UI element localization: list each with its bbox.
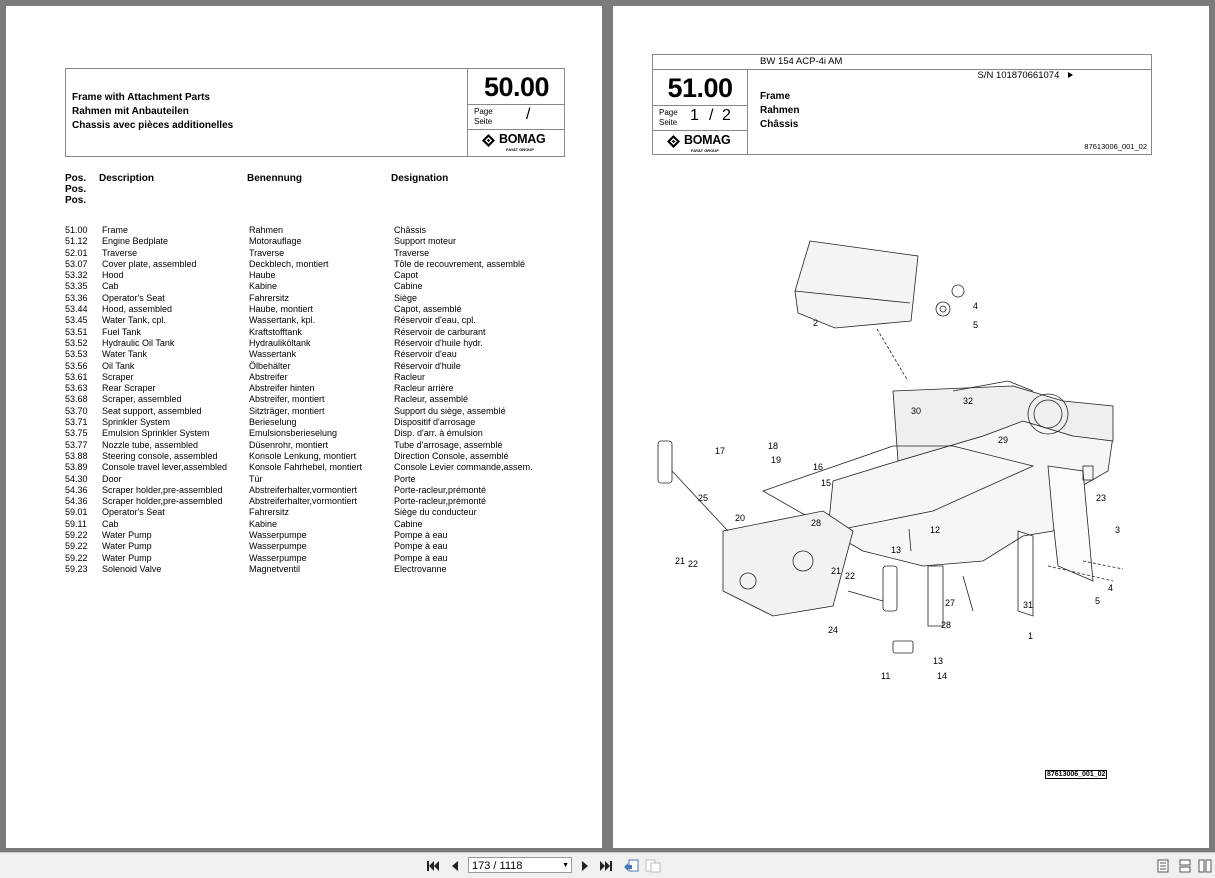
- pos-cell: 53.35: [65, 281, 88, 292]
- next-page-button[interactable]: [577, 858, 593, 874]
- designation-cell: Châssis: [394, 225, 427, 235]
- logo-word: BOMAG: [499, 132, 546, 146]
- description-cell: Rear Scraper: [102, 383, 156, 394]
- col-header-description: Description: [99, 173, 155, 184]
- benennung-cell: Fahrersitz: [249, 507, 290, 518]
- doc-id: 87613006_001_02: [1084, 142, 1147, 151]
- designation-cell: Racleur, assemblé: [394, 394, 469, 405]
- viewer-toolbar: [0, 852, 1215, 878]
- pos-cell: 53.75: [65, 428, 88, 439]
- bomag-logo-icon: [667, 135, 680, 148]
- callout-label: 30: [911, 406, 922, 416]
- description-cell: Seat support, assembled: [102, 405, 202, 416]
- callout-label: 14: [937, 671, 948, 681]
- callout-label: 23: [1096, 493, 1107, 503]
- callout-label: 2: [813, 318, 819, 328]
- designation-cell: Racleur: [394, 371, 426, 382]
- description-cell: Scraper: [102, 371, 134, 382]
- pos-cell: 53.07: [65, 258, 88, 269]
- designation-cell: Pompe à eau: [394, 541, 448, 552]
- designation-cell: Pompe à eau: [394, 530, 448, 541]
- back-view-icon: [623, 859, 639, 873]
- callout-label: 19: [771, 455, 782, 465]
- pos-cell: 54.36: [65, 496, 88, 507]
- pos-cell: 59.22: [65, 530, 88, 541]
- go-forward-view-button[interactable]: [645, 858, 661, 874]
- callout-label: 17: [715, 446, 726, 456]
- benennung-cell: Kabine: [249, 518, 278, 529]
- title-en: Frame: [760, 91, 791, 102]
- two-page-icon: [1198, 859, 1212, 873]
- callout-label: 16: [813, 462, 824, 472]
- bomag-logo-icon: [482, 134, 495, 147]
- chevron-down-icon[interactable]: ▼: [562, 862, 569, 869]
- document-page-left: [6, 6, 602, 848]
- description-cell: Scraper holder,pre-assembled: [102, 496, 223, 507]
- page-number-input[interactable]: 173 / 1118 ▼: [468, 857, 572, 873]
- benennung-cell: Hydrauliköltank: [249, 337, 311, 348]
- description-cell: Traverse: [102, 247, 138, 258]
- pos-cell: 53.70: [65, 405, 88, 416]
- callout-label: 11: [881, 671, 891, 681]
- pos-cell: 53.44: [65, 304, 88, 315]
- description-cell: Solenoid Valve: [102, 563, 162, 574]
- bomag-logo: [482, 133, 558, 153]
- callout-label: 32: [963, 396, 974, 406]
- benennung-cell: Emulsionsberieselung: [249, 428, 338, 439]
- group-title: [72, 91, 233, 133]
- designation-cell: Direction Console, assemblé: [394, 450, 509, 461]
- description-cell: Door: [102, 473, 122, 484]
- figure-header-box: [652, 54, 1152, 155]
- group-number-cell: [653, 69, 748, 155]
- pos-cell: 59.22: [65, 552, 88, 563]
- callout-label: 1: [1028, 631, 1034, 641]
- benennung-cell: Magnetventil: [249, 563, 301, 574]
- continuous-view-button[interactable]: [1177, 858, 1193, 874]
- title-de: Rahmen mit Anbauteilen: [72, 106, 189, 117]
- benennung-cell: Konsole Fahrhebel, montiert: [249, 462, 363, 473]
- callout-label: 22: [845, 571, 856, 581]
- go-back-view-button[interactable]: [623, 858, 639, 874]
- description-cell: Cover plate, assembled: [102, 258, 197, 269]
- designation-cell: Racleur arrière: [394, 383, 454, 394]
- benennung-cell: Fahrersitz: [249, 292, 290, 303]
- two-page-view-button[interactable]: [1197, 858, 1213, 874]
- description-cell: Scraper, assembled: [102, 394, 182, 405]
- benennung-cell: Abstreifer: [249, 371, 288, 382]
- benennung-cell: Abstreiferhalter,vormontiert: [249, 484, 358, 495]
- description-cell: Water Pump: [102, 530, 152, 541]
- single-page-icon: [1157, 859, 1169, 873]
- designation-cell: Console Levier commande,assem.: [394, 462, 533, 473]
- page-value: /: [526, 106, 531, 123]
- callout-label: 5: [973, 320, 979, 330]
- pos-cell: 53.88: [65, 450, 88, 461]
- callout-label: 12: [930, 525, 941, 535]
- benennung-cell: Haube: [249, 270, 276, 281]
- designation-cell: Réservoir d'eau: [394, 349, 457, 360]
- description-cell: Hydraulic Oil Tank: [102, 337, 175, 348]
- title-en: Frame with Attachment Parts: [72, 92, 210, 103]
- benennung-cell: Rahmen: [249, 225, 284, 235]
- designation-cell: Tube d'arrosage, assemblé: [394, 439, 503, 450]
- designation-cell: Tôle de recouvrement, assemblé: [394, 258, 526, 269]
- col-header-pos: Pos. Pos. Pos.: [65, 173, 87, 206]
- benennung-cell: Ölbehälter: [249, 360, 291, 371]
- pos-cell: 59.22: [65, 541, 88, 552]
- description-cell: Water Pump: [102, 552, 152, 563]
- page-current: 1: [690, 107, 699, 124]
- bomag-logo: [667, 134, 743, 154]
- benennung-cell: Motorauflage: [249, 236, 302, 247]
- designation-cell: Electrovanne: [394, 563, 447, 574]
- pos-cell: 53.77: [65, 439, 88, 450]
- description-cell: Steering console, assembled: [102, 450, 218, 461]
- description-cell: Frame: [102, 225, 129, 235]
- description-cell: Hood: [102, 270, 124, 281]
- pos-cell: 54.30: [65, 473, 88, 484]
- pos-cell: 53.51: [65, 326, 88, 337]
- first-page-icon: [426, 860, 440, 872]
- description-cell: Fuel Tank: [102, 326, 141, 337]
- pos-cell: 53.68: [65, 394, 88, 405]
- callout-label: 4: [973, 301, 979, 311]
- description-cell: Engine Bedplate: [102, 236, 169, 247]
- pos-cell: 53.52: [65, 337, 88, 348]
- benennung-cell: Berieselung: [249, 417, 297, 428]
- callout-label: 24: [828, 625, 839, 635]
- designation-cell: Cabine: [394, 518, 423, 529]
- title-fr: Chassis avec pièces additionelles: [72, 120, 234, 131]
- col-header-designation: Designation: [391, 173, 449, 184]
- page-separator: /: [709, 107, 714, 124]
- designation-cell: Support du siège, assemblé: [394, 405, 506, 416]
- pos-cell: 53.89: [65, 462, 88, 473]
- group-number: 50.00: [483, 72, 550, 102]
- callout-label: 15: [821, 478, 832, 488]
- description-cell: Cab: [102, 281, 119, 292]
- frame-exploded-diagram: [653, 231, 1123, 686]
- benennung-cell: Wasserpumpe: [249, 541, 307, 552]
- last-page-icon: [599, 860, 613, 872]
- description-cell: Console travel lever,assembled: [102, 462, 228, 473]
- benennung-cell: Traverse: [249, 247, 285, 258]
- designation-cell: Traverse: [394, 247, 430, 258]
- pos-cell: 54.36: [65, 484, 88, 495]
- benennung-cell: Abstreiferhalter,vormontiert: [249, 496, 358, 507]
- last-page-button[interactable]: [598, 858, 614, 874]
- title-fr: Châssis: [760, 119, 799, 130]
- logo-sub: FAYAT GROUP: [506, 147, 534, 152]
- benennung-cell: Deckblech, montiert: [249, 258, 329, 269]
- callout-label: 22: [688, 559, 699, 569]
- page-row: [653, 105, 747, 131]
- logo-word: BOMAG: [684, 133, 731, 147]
- group-number: 51.00: [667, 73, 733, 103]
- description-cell: Oil Tank: [102, 360, 135, 371]
- col-header-benennung: Benennung: [247, 173, 302, 184]
- benennung-cell: Wasserpumpe: [249, 530, 307, 541]
- document-page-right: [613, 6, 1209, 848]
- pos-cell: 59.01: [65, 507, 88, 518]
- benennung-cell: Abstreifer hinten: [249, 383, 315, 394]
- pos-cell: 53.45: [65, 315, 88, 326]
- callout-label: 28: [941, 620, 952, 630]
- triangle-right-icon: [1068, 72, 1073, 78]
- logo-sub: FAYAT GROUP: [691, 148, 719, 153]
- description-cell: Scraper holder,pre-assembled: [102, 484, 223, 495]
- group-number-cell: [467, 69, 565, 156]
- model-name: BW 154 ACP-4i AM: [747, 55, 1151, 70]
- callout-label: 18: [768, 441, 779, 451]
- designation-cell: Capot: [394, 270, 419, 281]
- title-de: Rahmen: [760, 105, 800, 116]
- benennung-cell: Wassertank: [249, 349, 297, 360]
- benennung-cell: Kabine: [249, 281, 278, 292]
- benennung-cell: Düsenrohr, montiert: [249, 439, 329, 450]
- benennung-cell: Sitzträger, montiert: [249, 405, 325, 416]
- designation-cell: Réservoir de carburant: [394, 326, 486, 337]
- benennung-cell: Wassertank, kpl.: [249, 315, 316, 326]
- page-label: Page: [659, 108, 678, 117]
- description-cell: Water Pump: [102, 541, 152, 552]
- designation-cell: Siège du conducteur: [394, 507, 477, 518]
- benennung-cell: Abstreifer, montiert: [249, 394, 325, 405]
- description-cell: Hood, assembled: [102, 304, 173, 315]
- page-total: 2: [722, 107, 731, 124]
- benennung-cell: Wasserpumpe: [249, 552, 307, 563]
- benennung-cell: Konsole Lenkung, montiert: [249, 450, 357, 461]
- benennung-cell: Tür: [249, 473, 263, 484]
- description-cell: Cab: [102, 518, 119, 529]
- description-cell: Emulsion Sprinkler System: [102, 428, 210, 439]
- description-cell: Water Tank: [102, 349, 148, 360]
- figure-title: [760, 90, 799, 132]
- callout-label: 28: [811, 518, 822, 528]
- callout-label: 29: [998, 435, 1009, 445]
- pos-cell: 53.56: [65, 360, 88, 371]
- pos-cell: 52.01: [65, 247, 88, 258]
- seite-label: Seite: [659, 118, 678, 127]
- pos-cell: 59.23: [65, 563, 88, 574]
- designation-cell: Siège: [394, 292, 418, 303]
- designation-cell: Disp. d'arr. à émulsion: [394, 428, 483, 439]
- description-cell: Operator's Seat: [102, 292, 165, 303]
- forward-view-icon: [645, 859, 661, 873]
- continuous-page-icon: [1179, 859, 1191, 873]
- designation-cell: Porte-racleur,prémonté: [394, 496, 487, 507]
- seite-label: Seite: [474, 117, 493, 126]
- pos-cell: 51.12: [65, 236, 88, 247]
- pos-cell: 53.71: [65, 417, 88, 428]
- callout-label: 13: [933, 656, 944, 666]
- figure-id: 87613006_001_02: [1047, 771, 1106, 778]
- callout-label: 4: [1108, 583, 1114, 593]
- designation-cell: Réservoir d'eau, cpl.: [394, 315, 476, 326]
- pos-cell: 53.36: [65, 292, 88, 303]
- group-header-box: [65, 68, 565, 157]
- single-page-view-button[interactable]: [1155, 858, 1171, 874]
- callout-label: 21: [831, 566, 842, 576]
- callout-label: 31: [1023, 600, 1034, 610]
- pos-cell: 51.00: [65, 225, 88, 235]
- designation-cell: Dispositif d'arrosage: [394, 417, 476, 428]
- designation-cell: Réservoir d'huile: [394, 360, 461, 371]
- page-row: [468, 104, 565, 130]
- designation-cell: Capot, assemblé: [394, 304, 462, 315]
- designation-cell: Réservoir d'huile hydr.: [394, 337, 483, 348]
- benennung-cell: Haube, montiert: [249, 304, 314, 315]
- serial-number: S/N 101870661074: [747, 69, 1151, 83]
- callout-label: 21: [675, 556, 686, 566]
- drawing-lines: [658, 241, 1123, 653]
- description-cell: Operator's Seat: [102, 507, 165, 518]
- previous-page-icon: [450, 860, 460, 872]
- callout-label: 25: [698, 493, 709, 503]
- benennung-cell: Kraftstofftank: [249, 326, 302, 337]
- description-cell: Sprinkler System: [102, 417, 171, 428]
- callout-label: 27: [945, 598, 956, 608]
- pos-cell: 53.61: [65, 371, 88, 382]
- callout-label: 5: [1095, 596, 1101, 606]
- pos-cell: 53.63: [65, 383, 88, 394]
- next-page-icon: [580, 860, 590, 872]
- designation-cell: Cabine: [394, 281, 423, 292]
- callout-label: 20: [735, 513, 746, 523]
- callout-label: 3: [1115, 525, 1121, 535]
- pos-cell: 53.32: [65, 270, 88, 281]
- designation-cell: Support moteur: [394, 236, 457, 247]
- designation-cell: Porte-racleur,prémonté: [394, 484, 487, 495]
- designation-cell: Porte: [394, 473, 416, 484]
- callout-label: 13: [891, 545, 902, 555]
- description-cell: Nozzle tube, assembled: [102, 439, 199, 450]
- first-page-button[interactable]: [425, 858, 441, 874]
- description-cell: Water Tank, cpl.: [102, 315, 167, 326]
- pos-cell: 59.11: [65, 518, 87, 529]
- pos-cell: 53.53: [65, 349, 88, 360]
- page-label: Page: [474, 107, 493, 116]
- designation-cell: Pompe à eau: [394, 552, 448, 563]
- previous-page-button[interactable]: [447, 858, 463, 874]
